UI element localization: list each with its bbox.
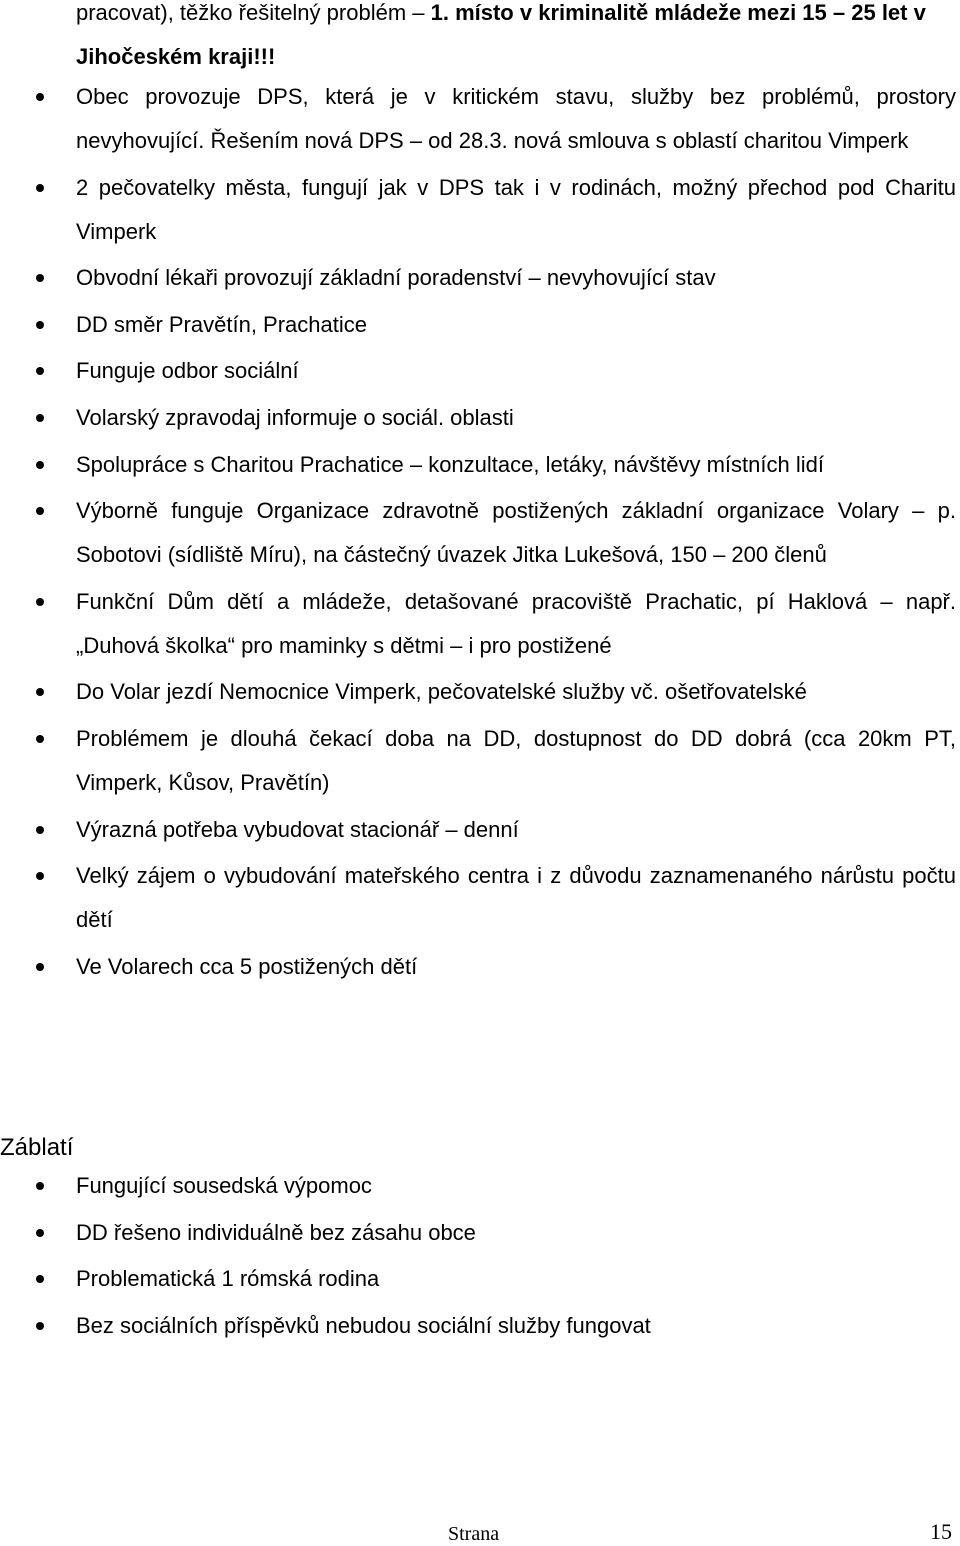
bullet-icon (36, 1275, 44, 1283)
continuation-paragraph (76, 0, 956, 79)
bullet-icon (36, 321, 44, 329)
bullet-list-volary (0, 75, 960, 991)
bullet-icon (36, 367, 44, 375)
bullet-icon (36, 735, 44, 743)
section-heading-zablati: Záblatí (0, 1134, 74, 1161)
list-item: Funguje odbor sociální (0, 349, 960, 393)
list-item: Bez sociálních příspěvků nebudou sociální služby fungovat (0, 1304, 960, 1348)
bullet-list-zablati (0, 1164, 960, 1350)
bullet-icon (36, 274, 44, 282)
continuation-text: pracovat), těžko řešitelný problém – (76, 0, 431, 25)
continuation-bold-text: 1. místo v kriminalitě mládeže mezi 15 – 25 let v Jihočeském kraji!!! (76, 0, 926, 69)
list-item: Ve Volarech cca 5 postižených dětí (0, 945, 960, 989)
list-item: Spolupráce s Charitou Prachatice – konzultace, letáky, návštěvy místních lidí (0, 443, 960, 487)
list-item: Problémem je dlouhá čekací doba na DD, dostupnost do DD dobrá (cca 20km PT, Vimperk, Kůsov, Pravětín) (0, 717, 960, 805)
list-item: Výrazná potřeba vybudovat stacionář – denní (0, 808, 960, 852)
bullet-icon (36, 963, 44, 971)
list-item: Do Volar jezdí Nemocnice Vimperk, pečovatelské služby vč. ošetřovatelské (0, 670, 960, 714)
list-item: Fungující sousedská výpomoc (0, 1164, 960, 1208)
list-item: 2 pečovatelky města, fungují jak v DPS tak i v rodinách, možný přechod pod Charitu Vimperk (0, 166, 960, 254)
list-item: Velký zájem o vybudování mateřského centra i z důvodu zaznamenaného nárůstu počtu dětí (0, 854, 960, 942)
bullet-icon (36, 872, 44, 880)
bullet-icon (36, 507, 44, 515)
footer-page-label: Strana (448, 1523, 500, 1545)
bullet-icon (36, 184, 44, 192)
bullet-icon (36, 461, 44, 469)
list-item: Obec provozuje DPS, která je v kritickém stavu, služby bez problémů, prostory nevyhovující. Řešením nová DPS – od 28.3. nová smlouva s oblastí charitou Vimperk (0, 75, 960, 163)
list-item: Výborně funguje Organizace zdravotně postižených základní organizace Volary – p. Sobotovi (sídliště Míru), na částečný úvazek Jitka Lukešová, 150 – 200 členů (0, 489, 960, 577)
bullet-icon (36, 826, 44, 834)
bullet-icon (36, 1229, 44, 1237)
bullet-icon (36, 1182, 44, 1190)
list-item: Volarský zpravodaj informuje o sociál. oblasti (0, 396, 960, 440)
bullet-icon (36, 414, 44, 422)
list-item: Problematická 1 rómská rodina (0, 1257, 960, 1301)
list-item: DD směr Pravětín, Prachatice (0, 303, 960, 347)
footer-page-number: 15 (930, 1519, 952, 1544)
bullet-icon (36, 598, 44, 606)
list-item: Funkční Dům dětí a mládeže, detašované pracoviště Prachatic, pí Haklová – např. „Duhová školka“ pro maminky s dětmi – i pro postižené (0, 580, 960, 668)
bullet-icon (36, 93, 44, 101)
list-item: DD řešeno individuálně bez zásahu obce (0, 1211, 960, 1255)
bullet-icon (36, 688, 44, 696)
list-item: Obvodní lékaři provozují základní poradenství – nevyhovující stav (0, 256, 960, 300)
bullet-icon (36, 1322, 44, 1330)
